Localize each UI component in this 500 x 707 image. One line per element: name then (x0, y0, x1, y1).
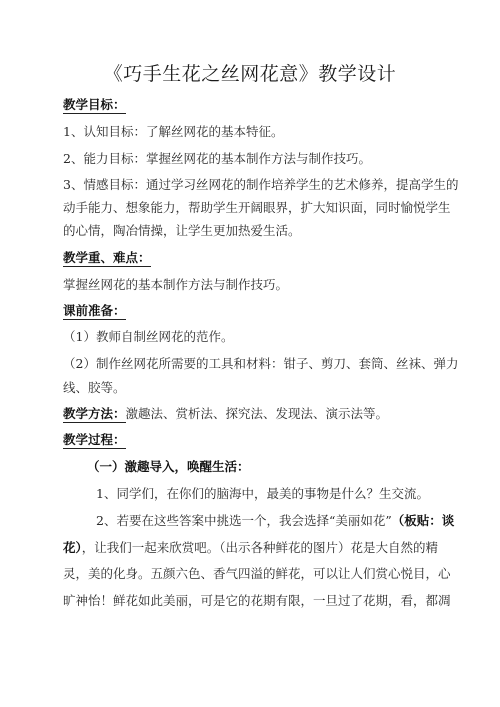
teaching-methods-label: 教学方法： (63, 406, 126, 421)
section-heading-key-points: 教学重、难点： (63, 250, 151, 265)
objective-emotion-line1: 3、情感目标：通过学习丝网花的制作培养学生的艺术修养，提高学生的 (63, 177, 459, 192)
objective-emotion-line2: 动手能力、想象能力，帮助学生开阔眼界，扩大知识面，同时愉悦学生 (63, 200, 451, 215)
preparation-item-2-line2: 线、胶等。 (63, 380, 126, 395)
preparation-item-2-line1: （2）制作丝网花所需要的工具和材料：钳子、剪刀、套筒、丝袜、弹力 (63, 356, 459, 371)
step1-paragraph-1: 1、同学们，在你们的脑海中，最美的事物是什么？生交流。 (96, 486, 429, 501)
section-heading-process: 教学过程： (63, 432, 126, 447)
section-heading-objectives: 教学目标： (63, 97, 126, 112)
teaching-methods (63, 406, 441, 422)
step1-paragraph-2-line1: 2、若要在这些答案中挑选一个，我会选择“美丽如花”（板贴：谈 (96, 513, 455, 528)
document-title: 《巧手生花之丝网花意》教学设计 (103, 63, 397, 85)
teaching-methods-text: 激趣法、赏析法、探究法、发现法、演示法等。 (125, 406, 389, 421)
step1-paragraph-2-line3: 灵，美的化身。五颜六色、香气四溢的鲜花，可以让人们赏心悦目，心 (63, 566, 451, 581)
objective-ability: 2、能力目标：掌握丝网花的基本制作方法与制作技巧。 (63, 151, 371, 166)
section-heading-preparation: 课前准备： (63, 303, 126, 318)
step1-paragraph-2-line4: 旷神怡！鲜花如此美丽，可是它的花期有限，一旦过了花期，看，都凋 (63, 593, 451, 608)
step1-paragraph-2-line2: 花），让我们一起来欣赏吧。（出示各种鲜花的图片）花是大自然的精 (63, 540, 439, 555)
key-points-text: 掌握丝网花的基本制作方法与制作技巧。 (63, 277, 289, 292)
objective-emotion-line3: 的心情，陶冶情操，让学生更加热爱生活。 (63, 223, 301, 238)
step1-heading: （一）激趣导入，唤醒生活： (87, 459, 250, 474)
preparation-item-1: （1）教师自制丝网花的范作。 (63, 329, 234, 344)
objective-cognitive: 1、认知目标：了解丝网花的基本特征。 (63, 124, 284, 139)
